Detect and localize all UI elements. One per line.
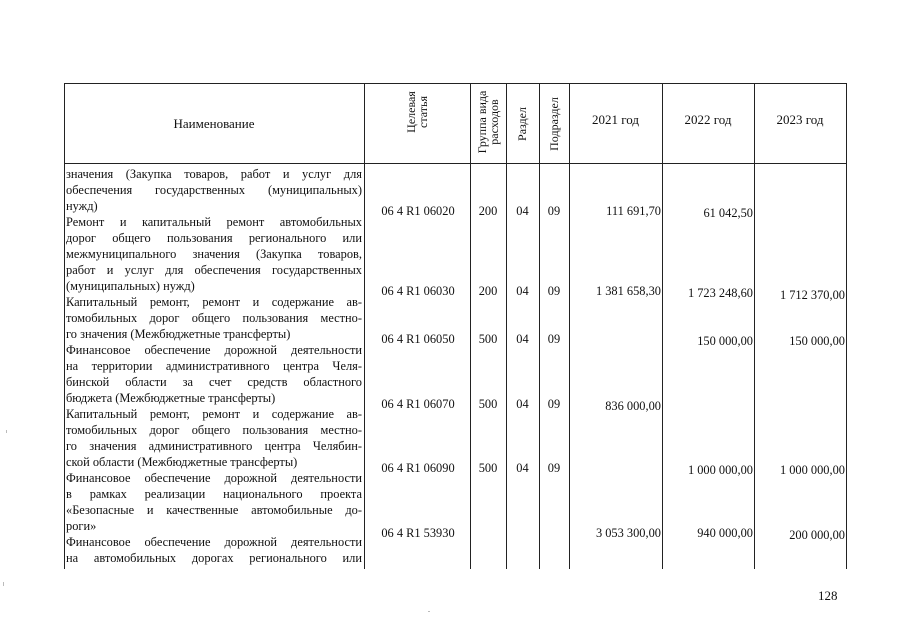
cell-2021: 3 053 300,00 [595, 526, 661, 540]
name-line: бюджета (Межбюджетные трансферты) [66, 391, 276, 405]
name-line: Капитальный ремонт, ремонт и содержание ав- [66, 295, 362, 309]
cell-section: 04 [516, 284, 529, 298]
cell-section: 04 [516, 332, 529, 346]
name-line: роги» [66, 519, 97, 533]
cell-group: 200 [478, 284, 498, 298]
name-line: (муниципальных) нужд) [66, 279, 195, 293]
name-line: Капитальный ремонт, ремонт и содержание ав- [66, 407, 362, 421]
header-section: Раздел [515, 107, 529, 141]
cell-subsection: 09 [547, 332, 561, 346]
name-line: го значения административного центра Челябин- [66, 439, 362, 453]
cell-subsection: 09 [547, 284, 561, 298]
name-line: томобильных дорог общего пользования местно- [66, 423, 362, 437]
cell-group: 500 [478, 332, 498, 346]
name-line: бинской области за счет средств областного [66, 375, 362, 389]
name-line: обеспечения государственных (муниципальных) [66, 183, 362, 197]
name-line: ской области (Межбюджетные трансферты) [66, 455, 298, 469]
header-2022: 2022 год [684, 112, 732, 127]
cell-section: 04 [516, 204, 529, 218]
cell-group: 500 [478, 461, 498, 475]
header-name: Наименование [173, 116, 255, 131]
name-line: «Безопасные и качественные автомобильные до- [66, 503, 362, 517]
cell-2021: 111 691,70 [606, 204, 661, 218]
cell-group: 500 [478, 397, 498, 411]
name-line: межмуниципального значения (Закупка товаров, [66, 247, 362, 261]
page-number: 128 [818, 588, 838, 603]
cell-2022: 1 000 000,00 [687, 463, 753, 477]
cell-2023: 1 712 370,00 [779, 288, 845, 302]
cell-section: 04 [516, 461, 529, 475]
cell-2021: 1 381 658,30 [595, 284, 661, 298]
name-line: Финансовое обеспечение дорожной деятельности [66, 343, 362, 357]
cell-code: 06 4 R1 06020 [381, 204, 455, 218]
cell-2022: 940 000,00 [697, 526, 753, 540]
scan-speck [3, 582, 4, 586]
name-line: на автомобильных дорогах регионального или [66, 551, 362, 565]
name-line: Финансовое обеспечение дорожной деятельности [66, 535, 362, 549]
name-line: Ремонт и капитальный ремонт автомобильных [66, 215, 362, 229]
cell-2022: 1 723 248,60 [687, 286, 753, 300]
cell-2022: 150 000,00 [697, 334, 753, 348]
header-expense-group: Группа вида расходов [475, 90, 501, 154]
cell-code: 06 4 R1 06070 [381, 397, 455, 411]
cell-subsection: 09 [547, 204, 561, 218]
cell-2021: 836 000,00 [605, 399, 661, 413]
name-line: на территории административного центра Челя- [66, 359, 362, 373]
cell-subsection: 09 [547, 461, 561, 475]
cell-2023: 150 000,00 [789, 334, 845, 348]
scan-speck [428, 611, 430, 612]
cell-subsection: 09 [547, 397, 561, 411]
name-column [66, 166, 362, 566]
name-line: нужд) [66, 199, 98, 213]
cell-group: 200 [478, 204, 498, 218]
name-line: в рамках реализации национального проекта [66, 487, 362, 501]
cell-2023: 200 000,00 [789, 528, 845, 542]
name-line: томобильных дорог общего пользования местно- [66, 311, 362, 325]
header-subsection: Подраздел [547, 97, 561, 151]
cell-code: 06 4 R1 06030 [381, 284, 455, 298]
cell-2023: 1 000 000,00 [779, 463, 845, 477]
cell-code: 06 4 R1 06050 [381, 332, 455, 346]
name-line: значения (Закупка товаров, работ и услуг для [66, 167, 362, 181]
cell-2022: 61 042,50 [703, 206, 753, 220]
name-line: работ и услуг для обеспечения государственных [66, 263, 362, 277]
header-2023: 2023 год [776, 112, 824, 127]
name-line: дорог общего пользования регионального или [66, 231, 362, 245]
scan-speck [6, 430, 7, 433]
cell-code: 06 4 R1 06090 [381, 461, 455, 475]
cell-section: 04 [516, 397, 529, 411]
name-line: го значения (Межбюджетные трансферты) [66, 327, 291, 341]
header-target-article: Целевая статья [404, 91, 430, 133]
header-2021: 2021 год [592, 112, 639, 127]
cell-code: 06 4 R1 53930 [381, 526, 455, 540]
name-line: Финансовое обеспечение дорожной деятельности [66, 471, 362, 485]
